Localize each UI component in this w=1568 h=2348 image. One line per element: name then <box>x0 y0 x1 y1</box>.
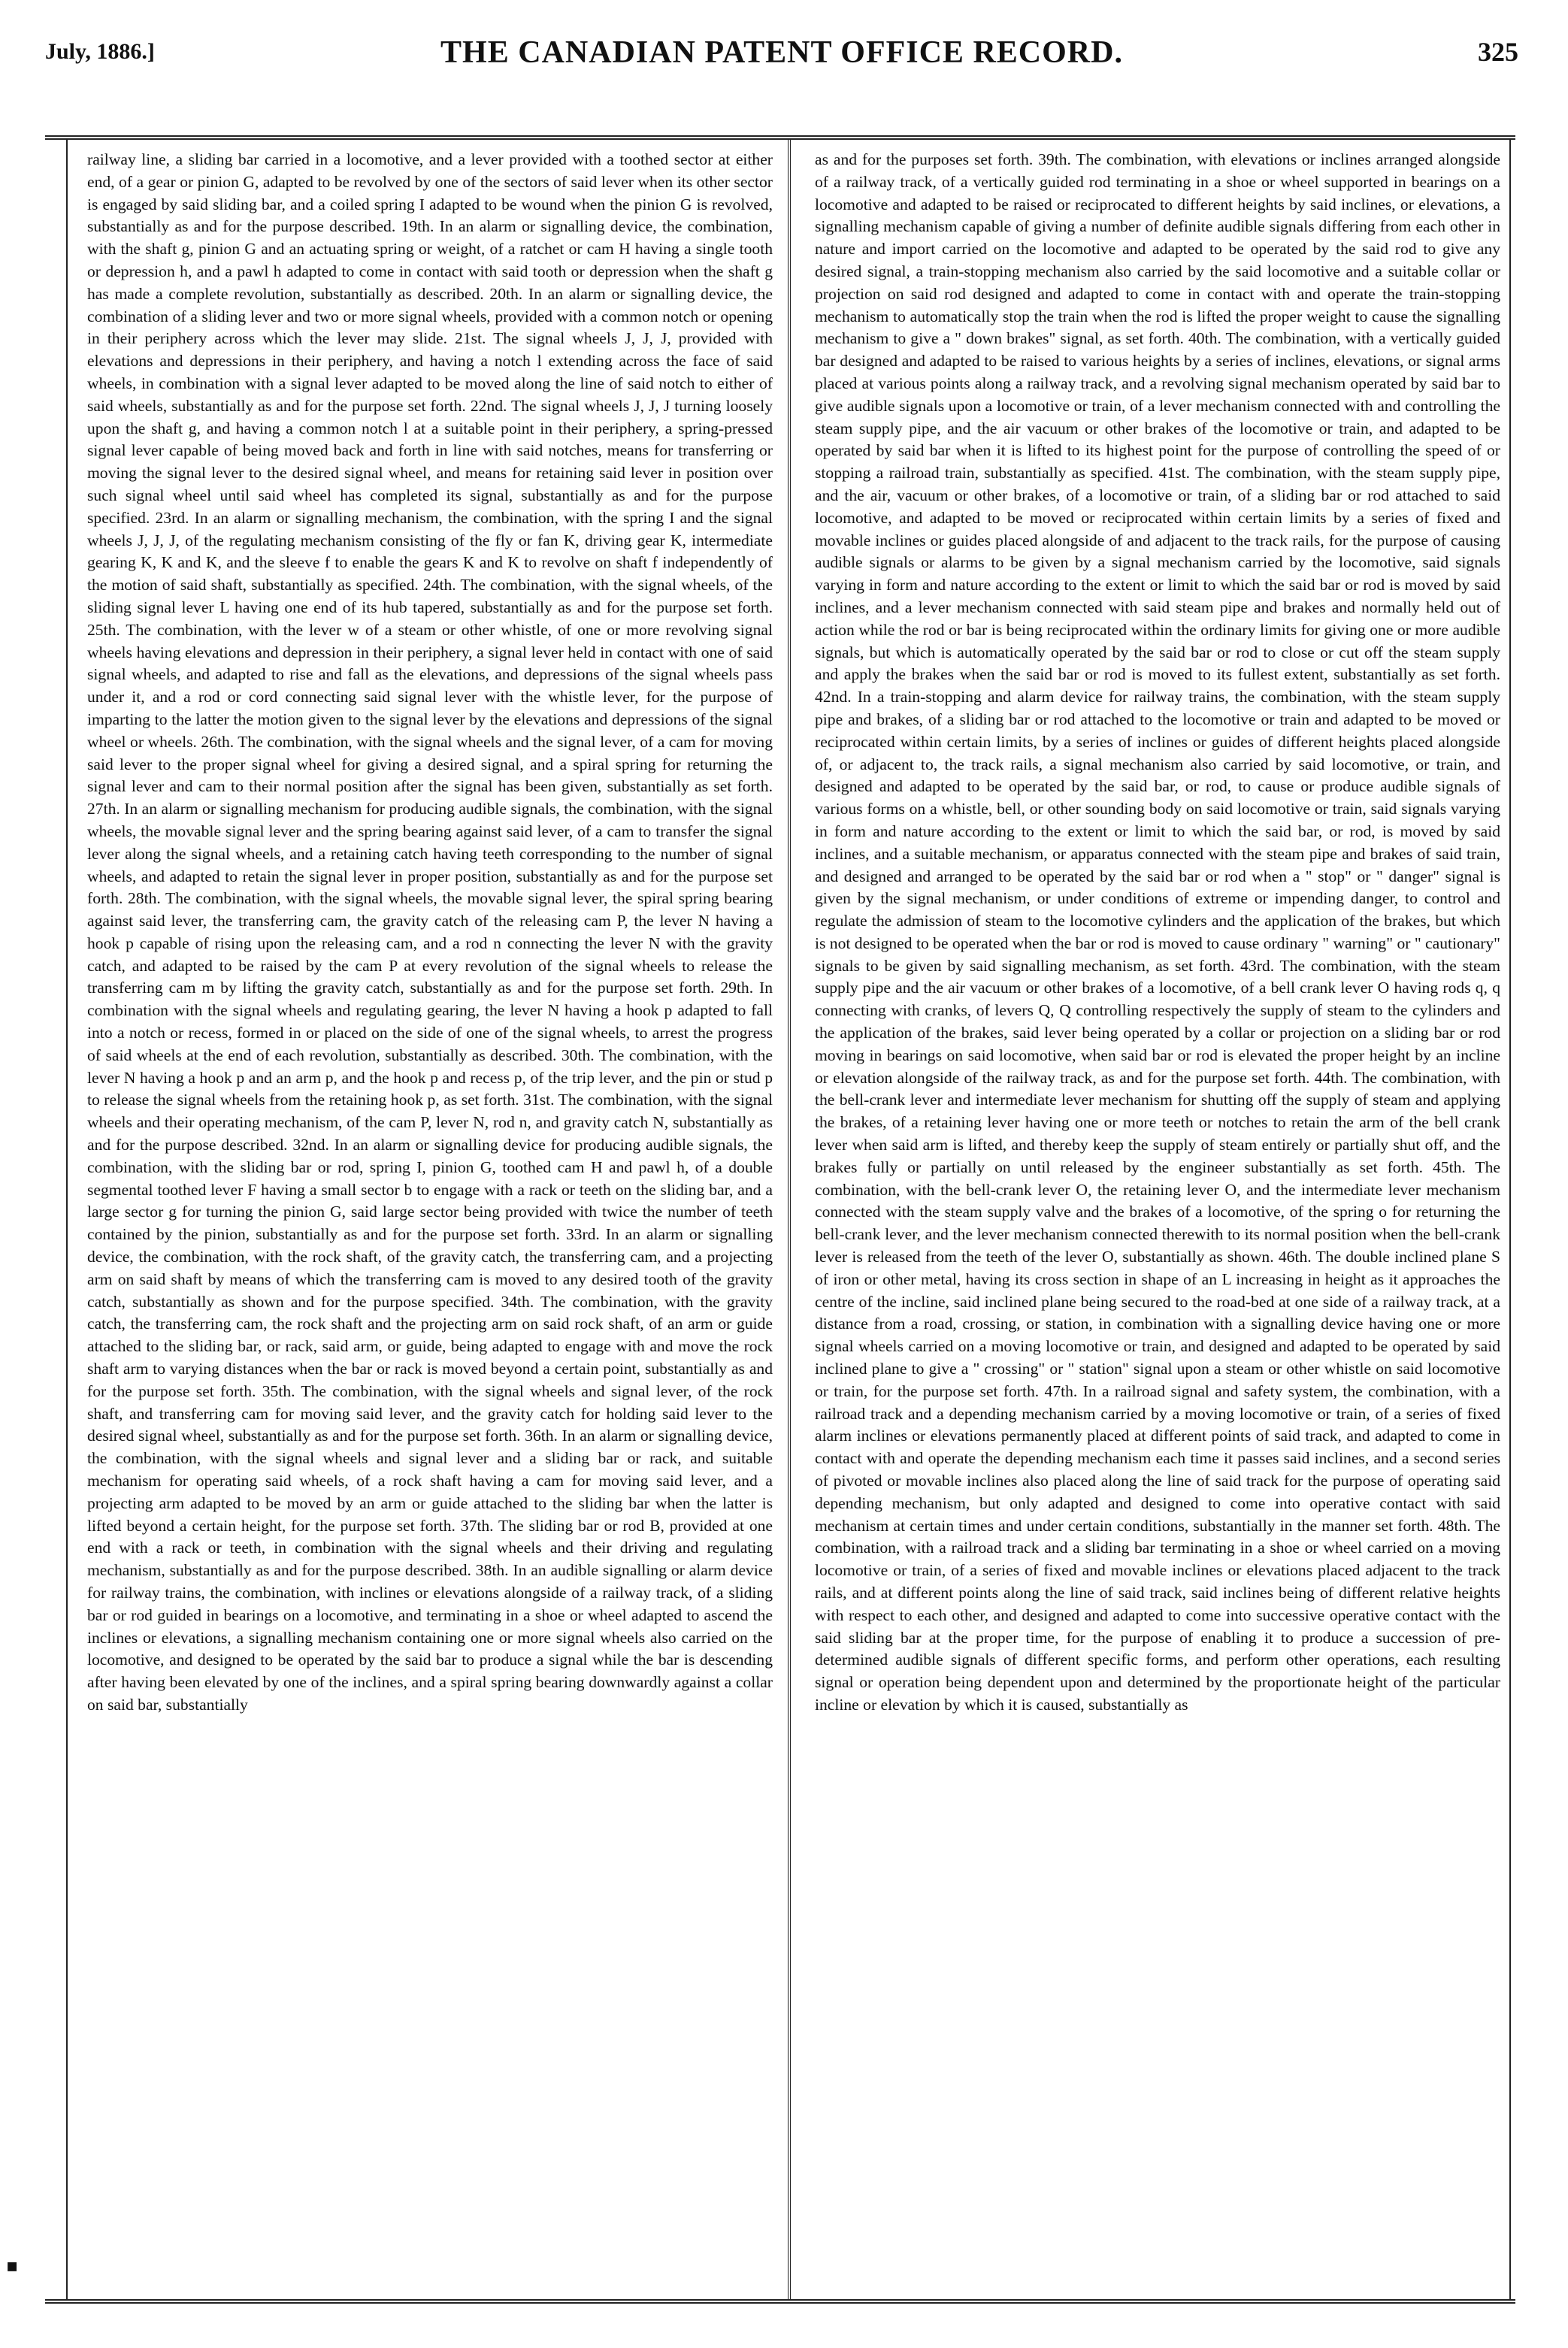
page-number: 325 <box>1478 37 1518 67</box>
publication-title: THE CANADIAN PATENT OFFICE RECORD. <box>440 35 1123 70</box>
issue-date: July, 1886.] <box>45 39 155 64</box>
left-column-text: railway line, a sliding bar carried in a locomotive, and a lever provided with a toothed sector at either end, of a gear or pinion G, adapted to be revolved by one of the sectors of said lever when its other sector is engaged by said sliding bar, and a coiled spring I adapted to be wound when the pinion G is revolved, substantially as and for the purpose described. 19th. In an alarm or signalling device, the combination, with the shaft g, pinion G and an actuating spring or weight, of a ratchet or cam H having a single tooth or depression h, and a pawl h adapted to come in contact with said tooth or depression when the shaft g has made a complete revolution, substantially as described. 20th. In an alarm or signalling device, the combination of a sliding lever and two or more signal wheels, provided with a common notch or opening in their periphery across which the lever may slide. 21st. The signal wheels J, J, J, provided with elevations and depressions in their periphery, and having a notch l extending across the face of said wheels, in combination with a signal lever adapted to be moved along the line of said notch to either of said wheels, substantially as and for the purpose set forth. 22nd. The signal wheels J, J, J turning loosely upon the shaft g, and having a common notch l at a suitable point in their periphery, a spring-pressed signal lever capable of being moved back and forth in line with said notches, means for transferring or moving the signal lever to the desired signal wheel, and means for retaining said lever in position over such signal wheel until said wheel has completed its signal, substantially as and for the purpose specified. 23rd. In an alarm or signalling mechanism, the combination, with the spring I and the signal wheels J, J, J, of the regulating mechanism consisting of the fly or fan K, driving gear K, intermediate gearing K, K and K, and the sleeve f to enable the gears K and K to revolve on shaft f independently of the motion of said shaft, substantially as specified. 24th. The combination, with the signal wheels, of the sliding signal lever L having one end of its hub tapered, substantially as and for the purpose set forth. 25th. The combination, with the lever w of a steam or other whistle, of one or more revolving signal wheels having elevations and depression in their periphery, a signal lever held in contact with one of said signal wheels, and adapted to rise and fall as the elevations, and depressions of the signal wheels pass under it, and a rod or cord connecting said signal lever with the whistle lever, for the purpose of imparting to the latter the motion given to the signal lever by the elevations and depressions of the signal wheel or wheels. 26th. The combination, with the signal wheels and the signal lever, of a cam for moving said lever to the proper signal wheel for giving a desired signal, and a spiral spring for returning the signal lever and cam to their normal position after the signal has been given, substantially as set forth. 27th. In an alarm or signalling mechanism for producing audible signals, the combination, with the signal wheels, the movable signal lever and the spring bearing against said lever, of a cam to transfer the signal lever along the signal wheels, and a retaining catch having teeth corresponding to the number of signal wheels, and adapted to retain the signal lever in proper position, substantially as and for the purpose set forth. 28th. The combination, with the signal wheels, the movable signal lever, the spiral spring bearing against said lever, the transferring cam, the gravity catch of the releasing cam P, the lever N having a hook p capable of rising upon the releasing cam, and a rod n connecting the lever N with the gravity catch, and adapted to be raised by the cam P at every revolution of the signal wheels to release the transferring cam m by lifting the gravity catch, substantially as and for the purpose set forth. 29th. In combination with the signal wheels and regulating gearing, the lever N having a hook p adapted to fall into a notch or recess, formed in or placed on the side of one of the signal wheels, to arrest the progress of said wheels at the end of each revolution, substantially as described. 30th. The combination, with the lever N having a hook p and an arm p, and the hook p and recess p, of the trip lever, and the pin or stud p to release the signal wheels from the retaining hook p, as set forth. 31st. The combination, with the signal wheels and their operating mechanism, of the cam P, lever N, rod n, and gravity catch N, substantially as and for the purpose described. 32nd. In an alarm or signalling device for producing audible signals, the combination, with the sliding bar or rod, spring I, pinion G, toothed cam H and pawl h, of a double segmental toothed lever F having a small sector b to engage with a rack or teeth on the sliding bar, and a large sector g for turning the pinion G, said large sector being provided with twice the number of teeth contained by the pinion, substantially as and for the purpose set forth. 33rd. In an alarm or signalling device, the combination, with the rock shaft, of the gravity catch, the transferring cam, and a projecting arm on said shaft by means of which the transferring cam is moved to any desired tooth of the gravity catch, substantially as shown and for the purpose specified. 34th. The combination, with the gravity catch, the transferring cam, the rock shaft and the projecting arm on said rock shaft, of an arm or guide attached to the sliding bar, or rack, said arm, or guide, being adapted to engage with and move the rock shaft arm to varying distances when the bar or rack is moved beyond a certain point, substantially as and for the purpose set forth. 35th. The combination, with the signal wheels and signal lever, of the rock shaft, and transferring cam for moving said lever, and the gravity catch for holding said lever to the desired signal wheel, substantially as and for the purpose set forth. 36th. In an alarm or signalling device, the combination, with the signal wheels and signal lever and a sliding bar or rack, and suitable mechanism for operating said wheels, of a rock shaft having a cam for moving said lever, and a projecting arm adapted to be moved by an arm or guide attached to the sliding bar when the latter is lifted beyond a certain height, for the purpose set forth. 37th. The sliding bar or rod B, provided at one end with a rack or teeth, in combination with the signal wheels and their driving and regulating mechanism, substantially as and for the purpose described. 38th. In an audible signalling or alarm device for railway trains, the combination, with inclines or elevations alongside of a railway track, of a sliding bar or rod guided in bearings on a locomotive, and terminating in a shoe or wheel adapted to ascend the inclines or elevations, a signalling mechanism containing one or more signal wheels also carried on the locomotive, and designed to be operated by the said bar to produce a signal while the bar is descending after having been elevated by one of the inclines, and a spiral spring bearing downwardly against a collar on said bar, substantially <box>87 150 773 1714</box>
right-column-text: as and for the purposes set forth. 39th. The combination, with elevations or inclines arranged alongside of a railway track, of a vertically guided rod terminating in a shoe or wheel supported in bearings on a locomotive and adapted to be raised or reciprocated to different heights by said inclines, or elevations, a signalling mechanism capable of giving a number of definite audible signals differing from each other in nature and import carried on the locomotive and adapted to be operated by the said rod to give any desired signal, a train-stopping mechanism also carried by the said locomotive and a suitable collar or projection on said rod designed and adapted to come in contact with and operate the train-stopping mechanism to automatically stop the train when the rod is lifted the proper weight to cause the signalling mechanism to give a " down brakes" signal, as set forth. 40th. The combination, with a vertically guided bar designed and adapted to be raised to various heights by a series of inclines, elevations, or signal arms placed at various points along a railway track, and a revolving signal mechanism operated by said bar to give audible signals upon a locomotive or train, of a lever mechanism connected with and controlling the steam supply pipe, and the air vacuum or other brakes of the locomotive or train, and adapted to be operated by said bar when it is lifted to its highest point for the purpose of controlling the speed of or stopping a railroad train, substantially as specified. 41st. The combination, with the steam supply pipe, and the air, vacuum or other brakes, of a locomotive or train, of a sliding bar or rod attached to said locomotive, and adapted to be moved or reciprocated within certain limits by a series of fixed and movable inclines or guides placed alongside of and adjacent to the track rails, for the purpose of causing audible signals or alarms to be given by a signal mechanism carried by the locomotive, said signals varying in form and nature according to the extent or limit to which the said bar or rod is moved by said inclines, and a lever mechanism connected with said steam pipe and brakes and normally held out of action while the rod or bar is being reciprocated within the ordinary limits for giving one or more audible signals, but which is automatically operated by the said bar or rod to close or cut off the steam supply and apply the brakes when the said bar or rod is moved to its fullest extent, substantially as set forth. 42nd. In a train-stopping and alarm device for railway trains, the combination, with the steam supply pipe and brakes, of a sliding bar or rod attached to the locomotive or train and adapted to be moved or reciprocated within certain limits, by a series of inclines or guides of different heights placed alongside of, or adjacent to, the track rails, a signal mechanism also carried by said locomotive, or train, and designed and adapted to be operated by the said bar, or rod, to cause or produce audible signals of various forms on a whistle, bell, or other sounding body on said locomotive or train, said signals varying in form and nature according to the extent or limit to which the said bar, or rod, is moved by said inclines, and a suitable mechanism, or apparatus connected with the steam pipe and brakes of said train, and designed and arranged to be operated by the said bar or rod when a " stop" or " danger" signal is given by the signal mechanism, or under conditions of extreme or impending danger, to control and regulate the admission of steam to the locomotive cylinders and the application of the brakes, but which is not designed to be operated when the bar or rod is moved to cause ordinary " warning" or " cautionary" signals to be given by said signalling mechanism, as set forth. 43rd. The combination, with the steam supply pipe and the air vacuum or other brakes of a locomotive, of a bell crank lever O having rods q, q connecting with cranks, of levers Q, Q controlling respectively the supply of steam to the cylinders and the application of the brakes, said lever being operated by a collar or projection on a sliding bar or rod moving in bearings on said locomotive, when said bar or rod is elevated the proper height by an incline or elevation alongside of the railway track, as and for the purpose set forth. 44th. The combination, with the bell-crank lever and intermediate lever mechanism for shutting off the supply of steam and applying the brakes, of a retaining lever having one or more teeth or notches to retain the arm of the bell crank lever when said arm is lifted, and thereby keep the supply of steam entirely or partially shut off, and the brakes fully or partially on until released by the engineer substantially as set forth. 45th. The combination, with the bell-crank lever O, the retaining lever O, and the intermediate lever mechanism connected with the steam supply valve and the brakes of a locomotive, of the spring o for returning the bell-crank lever, and the lever mechanism connected therewith to its normal position when the bell-crank lever is released from the teeth of the lever O, substantially as shown. 46th. The double inclined plane S of iron or other metal, having its cross section in shape of an L increasing in height as it approaches the centre of the incline, said inclined plane being secured to the road-bed at one side of a railway track, at a distance from a road, crossing, or station, in combination with a signalling device having one or more signal wheels carried on a moving locomotive or train, and designed and adapted to be operated by said inclined plane to give a " crossing" or " station" signal upon a steam or other whistle on said locomotive or train, for the purpose set forth. 47th. In a railroad signal and safety system, the combination, with a railroad track and a depending mechanism carried by a moving locomotive or train, of a series of fixed alarm inclines or elevations permanently placed at different points of said track, and adapted to come in contact with and operate the depending mechanism each time it passes said inclines, and a second series of pivoted or movable inclines also placed along the line of said track for the purpose of operating said depending mechanism, but only adapted and designed to come into operative contact with said mechanism at certain times and under certain conditions, substantially in the manner set forth. 48th. The combination, with a railroad track and a sliding bar terminating in a shoe or wheel carried on a moving locomotive or train, of a series of fixed and movable inclines or elevations placed adjacent to the track rails, and at different points along the line of said track, said inclines being of different relative heights with respect to each other, and designed and adapted to come into successive operative contact with the said sliding bar at the proper time, for the purpose of enabling it to produce a succession of pre-determined audible signals of different specific forms, and perform other operations, each resulting signal or operation being dependent upon and determined by the proportionate height of the particular incline or elevation by which it is caused, substantially as <box>815 150 1500 1714</box>
page-header <box>45 29 1518 74</box>
left-border-rule <box>66 140 68 2299</box>
right-border-rule <box>1509 140 1511 2299</box>
text-frame <box>45 135 1515 2304</box>
margin-dot: ▪ <box>6 2255 19 2276</box>
column-divider-rule <box>788 140 791 2299</box>
